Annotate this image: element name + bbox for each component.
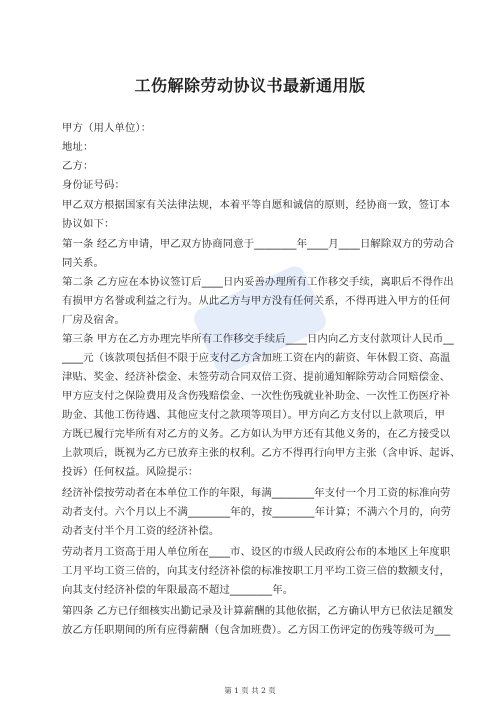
id-number-line: 身份证号码： <box>62 179 125 191</box>
article-3-line-4: 甲方应支付之保险费用及含伤残赔偿金、一次性伤残就业补助金、一次性工伤医疗补 <box>62 390 451 402</box>
article-1-line-1: 第一条 经乙方申请，甲乙双方协商同意于________年____月____日解除双方的劳动合 <box>62 238 455 250</box>
article-1-line-2: 同关系。 <box>62 257 104 269</box>
article-3-line-2: ____元（该款项包括但不限于应支付乙方含加班工资在内的薪资、年休假工资、高温 <box>62 352 451 364</box>
compensation-line-2: 动者支付。六个月以上不满________年的，按________年计算；不满六个月的，向劳 <box>62 506 451 518</box>
article-3-line-6: 方既已履行完毕所有对乙方的义务。乙方如认为甲方还有其他义务的，在乙方接受以 <box>62 428 451 440</box>
article-2-line-2: 有损甲方名誉或利益之行为。从此乙方与甲方没有任何关系，不得再进入甲方的任何 <box>62 295 451 307</box>
article-3-line-1: 第三条 甲方在乙方办理完毕所有工作移交手续后____日内向乙方支付款项计人民币__ <box>62 333 454 345</box>
article-4-line-1: 第四条 乙方已仔细核实出勤记录及计算薪酬的其他依据，乙方确认甲方已依法足额发 <box>62 605 454 617</box>
salary-cap-line-2: 工月平均工资三倍的，向其支付经济补偿的标准按职工月平均工资三倍的数额支付， <box>62 565 451 577</box>
article-3-line-8: 投诉）任何权益。风险提示： <box>62 466 199 478</box>
preamble-line-1: 甲乙双方根据国家有关法律法规，本着平等自愿和诚信的原则，经协商一致，签订本 <box>62 199 451 211</box>
preamble-line-2: 协议如下： <box>62 218 115 230</box>
article-3-line-7: 上款项后，既视为乙方已放弃主张的权利。乙方不得再行向甲方主张（含申诉、起诉、 <box>62 447 461 459</box>
document-title: 工伤解除劳动协议书最新通用版 <box>134 76 366 95</box>
salary-cap-line-3: 向其支付经济补偿的年限最高不超过________年。 <box>62 584 294 596</box>
article-2-line-3: 厂房及宿舍。 <box>62 314 125 326</box>
party-a-line: 甲方（用人单位）： <box>62 122 152 134</box>
article-4-line-2: 放乙方任职期间的所有应得薪酬（包含加班费）。乙方因工伤评定的伤残等级可为___ <box>62 624 451 636</box>
article-2-line-1: 第二条 乙方应在本协议签订后____日内妥善办理所有工作移交手续，离职后不得作出 <box>62 276 454 288</box>
salary-cap-line-1: 劳动者月工资高于用人单位所在____市、设区的市级人民政府公布的本地区上年度职 <box>62 546 451 558</box>
address-line: 地址： <box>62 141 94 153</box>
compensation-line-3: 动者支付半个月工资的经济补偿。 <box>62 525 220 537</box>
party-b-line: 乙方： <box>62 160 94 172</box>
compensation-line-1: 经济补偿按劳动者在本单位工作的年限，每满________年支付一个月工资的标准向劳 <box>62 487 451 499</box>
page-footer: 第 1 页 共 2 页 <box>224 686 276 695</box>
article-3-line-3: 津贴、奖金、经济补偿金、未签劳动合同双倍工资、提前通知解除劳动合同赔偿金、 <box>62 371 451 383</box>
article-3-line-5: 助金、其他工伤待遇、其他应支付之款项等项目）。甲方向乙方支付以上款项后，甲 <box>62 409 445 421</box>
